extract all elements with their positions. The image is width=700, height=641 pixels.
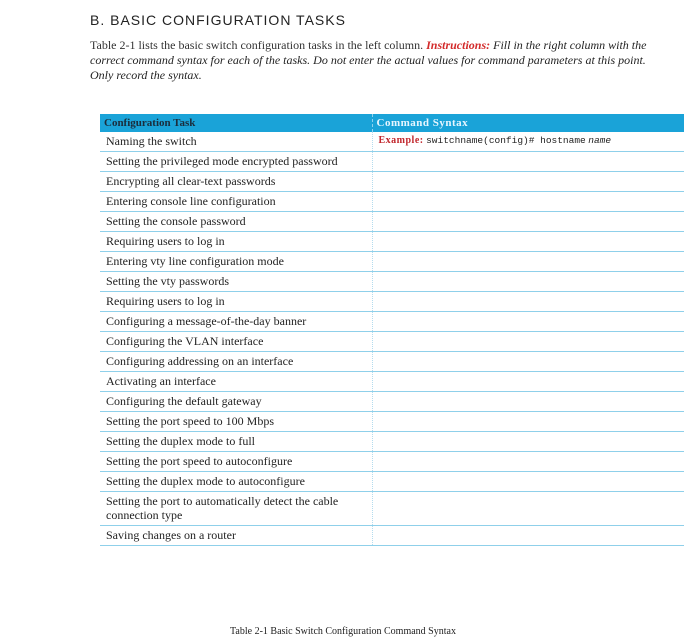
syntax-cell[interactable] xyxy=(372,172,684,192)
syntax-cell[interactable] xyxy=(372,252,684,272)
syntax-cell[interactable] xyxy=(372,352,684,372)
task-cell: Setting the vty passwords xyxy=(100,272,372,292)
intro-lead: Table 2-1 lists the basic switch configuration tasks in the left column. xyxy=(90,38,424,52)
syntax-cell[interactable] xyxy=(372,412,684,432)
syntax-cell[interactable] xyxy=(372,192,684,212)
section-heading: B. BASIC CONFIGURATION TASKS xyxy=(90,12,346,28)
instructions-text: Fill in the right column with the correct command syntax for each of the tasks. Do not enter the actual values for command parameters at this point. Only record the syntax. xyxy=(90,38,647,82)
task-cell: Configuring the VLAN interface xyxy=(100,332,372,352)
task-cell: Entering console line configuration xyxy=(100,192,372,212)
example-parameter: name xyxy=(588,135,612,146)
table-row xyxy=(100,452,684,472)
syntax-cell[interactable] xyxy=(372,212,684,232)
table-row xyxy=(100,472,684,492)
task-cell: Encrypting all clear-text passwords xyxy=(100,172,372,192)
task-cell: Configuring addressing on an interface xyxy=(100,352,372,372)
syntax-cell[interactable] xyxy=(372,492,684,526)
task-cell: Activating an interface xyxy=(100,372,372,392)
task-cell: Setting the port to automatically detect the cable connection type xyxy=(100,492,372,526)
table-row xyxy=(100,132,684,152)
task-cell: Saving changes on a router xyxy=(100,526,372,546)
table-row xyxy=(100,372,684,392)
task-cell: Setting the duplex mode to autoconfigure xyxy=(100,472,372,492)
header-configuration-task: Configuration Task xyxy=(100,114,372,132)
syntax-cell[interactable] xyxy=(372,432,684,452)
table-row xyxy=(100,526,684,546)
task-cell: Naming the switch xyxy=(100,132,372,152)
syntax-cell[interactable] xyxy=(372,472,684,492)
syntax-cell[interactable] xyxy=(372,452,684,472)
intro-paragraph xyxy=(90,38,650,83)
table-row xyxy=(100,252,684,272)
table-row xyxy=(100,192,684,212)
task-cell: Requiring users to log in xyxy=(100,232,372,252)
syntax-cell[interactable] xyxy=(372,272,684,292)
table-row xyxy=(100,292,684,312)
task-cell: Setting the duplex mode to full xyxy=(100,432,372,452)
task-cell: Requiring users to log in xyxy=(100,292,372,312)
syntax-cell[interactable] xyxy=(372,332,684,352)
syntax-cell[interactable] xyxy=(372,152,684,172)
syntax-cell[interactable] xyxy=(372,232,684,252)
table-row xyxy=(100,352,684,372)
task-cell: Setting the privileged mode encrypted password xyxy=(100,152,372,172)
syntax-cell[interactable] xyxy=(372,372,684,392)
table-row xyxy=(100,332,684,352)
table-row xyxy=(100,172,684,192)
table-row xyxy=(100,492,684,526)
table-caption: Table 2-1 Basic Switch Configuration Command Syntax xyxy=(230,626,456,637)
header-command-syntax: Command Syntax xyxy=(372,114,684,132)
table-row xyxy=(100,392,684,412)
syntax-cell[interactable] xyxy=(372,392,684,412)
table-header-row xyxy=(100,114,684,132)
task-cell: Configuring a message-of-the-day banner xyxy=(100,312,372,332)
task-cell: Entering vty line configuration mode xyxy=(100,252,372,272)
instructions-label: Instructions: xyxy=(426,38,491,52)
task-cell: Setting the port speed to autoconfigure xyxy=(100,452,372,472)
table-row xyxy=(100,272,684,292)
task-cell: Setting the console password xyxy=(100,212,372,232)
example-label: Example: xyxy=(378,135,424,146)
table-row xyxy=(100,232,684,252)
syntax-cell[interactable] xyxy=(372,312,684,332)
table-row xyxy=(100,432,684,452)
syntax-cell[interactable] xyxy=(372,526,684,546)
task-cell: Configuring the default gateway xyxy=(100,392,372,412)
configuration-tasks-table xyxy=(100,114,684,546)
task-cell: Setting the port speed to 100 Mbps xyxy=(100,412,372,432)
table-row xyxy=(100,412,684,432)
table-row xyxy=(100,212,684,232)
example-command: switchname(config)# hostname xyxy=(426,135,586,146)
syntax-cell xyxy=(372,132,684,152)
table-row xyxy=(100,312,684,332)
syntax-cell[interactable] xyxy=(372,292,684,312)
table-row xyxy=(100,152,684,172)
